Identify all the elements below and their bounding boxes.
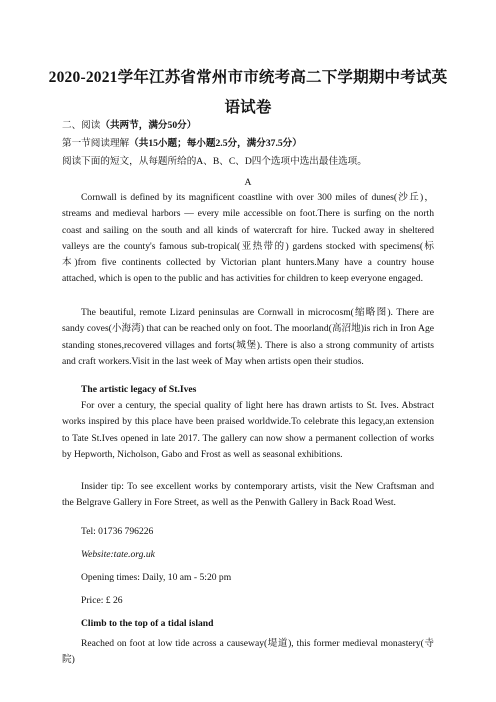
section-head-note: （共两节，满分50分） bbox=[100, 120, 197, 131]
paragraph-4: Insider tip: To see excellent works by contemporary artists, visit the New Craftsman and the Belgrave Gallery in Fore Street, as well as the Penwith Gallery in Back Road West. bbox=[62, 481, 434, 509]
instruction-text: 阅读下面的短文，从每题所给的A、B、C、D四个选项中选出最佳选项。 bbox=[62, 156, 367, 167]
document-title-line-2: 语试卷 bbox=[224, 99, 272, 116]
part-head-note: （共15小题；每小题2.5分，满分37.5分） bbox=[129, 138, 302, 149]
heading-tidal-island: Climb to the top of a tidal island bbox=[81, 618, 214, 629]
section-heading bbox=[62, 119, 434, 132]
section-head-label: 二、阅读 bbox=[62, 120, 101, 131]
passage-letter: A bbox=[244, 177, 252, 188]
part-heading bbox=[62, 137, 434, 150]
website: Website:tate.org.uk bbox=[81, 549, 155, 560]
price: Price: £ 26 bbox=[81, 595, 123, 606]
paragraph-2: The beautiful, remote Lizard peninsulas are Cornwall in microcosm(缩略图). There are sandy coves(小海湾) that can be reached only on foot. The moorland(高沼地)is rich in Iron Age standing stones,recovered villages and forts(城堡). There is also a strong community of artists and craft workers.Visit in the last week of May when artists open their studios. bbox=[62, 307, 434, 367]
document-title-line-1: 2020-2021学年江苏省常州市市统考高二下学期期中考试英 bbox=[48, 69, 448, 86]
part-head-label: 第一节阅读理解 bbox=[62, 138, 130, 149]
paragraph-5: Reached on foot at low tide across a causeway(堤道), this former medieval monastery(寺院) bbox=[62, 638, 434, 666]
telephone: Tel: 01736 796226 bbox=[81, 526, 154, 537]
heading-artistic-legacy: The artistic legacy of St.Ives bbox=[81, 384, 197, 395]
paragraph-1: Cornwall is defined by its magnificent coastline with over 300 miles of dunes(沙丘)，streams and medieval harbors — every mile accessible on foot.There is surfing on the north coast and sailing on the south and all kinds of watercraft for hire. Tucked away in sheltered valleys are the county's famous sub-tropical(亚热带的) gardens stocked with specimens(标本)from five continents collected by Victorian plant hunters.Many have a country house attached, which is open to the public and has activities for children to keep everyone engaged. bbox=[62, 192, 434, 285]
opening-times: Opening times: Daily, 10 am - 5:20 pm bbox=[81, 572, 232, 583]
paragraph-3: For over a century, the special quality of light here has drawn artists to St. Ives. Abstract works inspired by this place have been praised worldwide.To celebrate this legacy,an extension to Tate St.Ives opened in late 2017. The gallery can now show a permanent collection of works by Hepworth, Nicholson, Gabo and Frost as well as seasonal exhibitions. bbox=[62, 400, 434, 460]
